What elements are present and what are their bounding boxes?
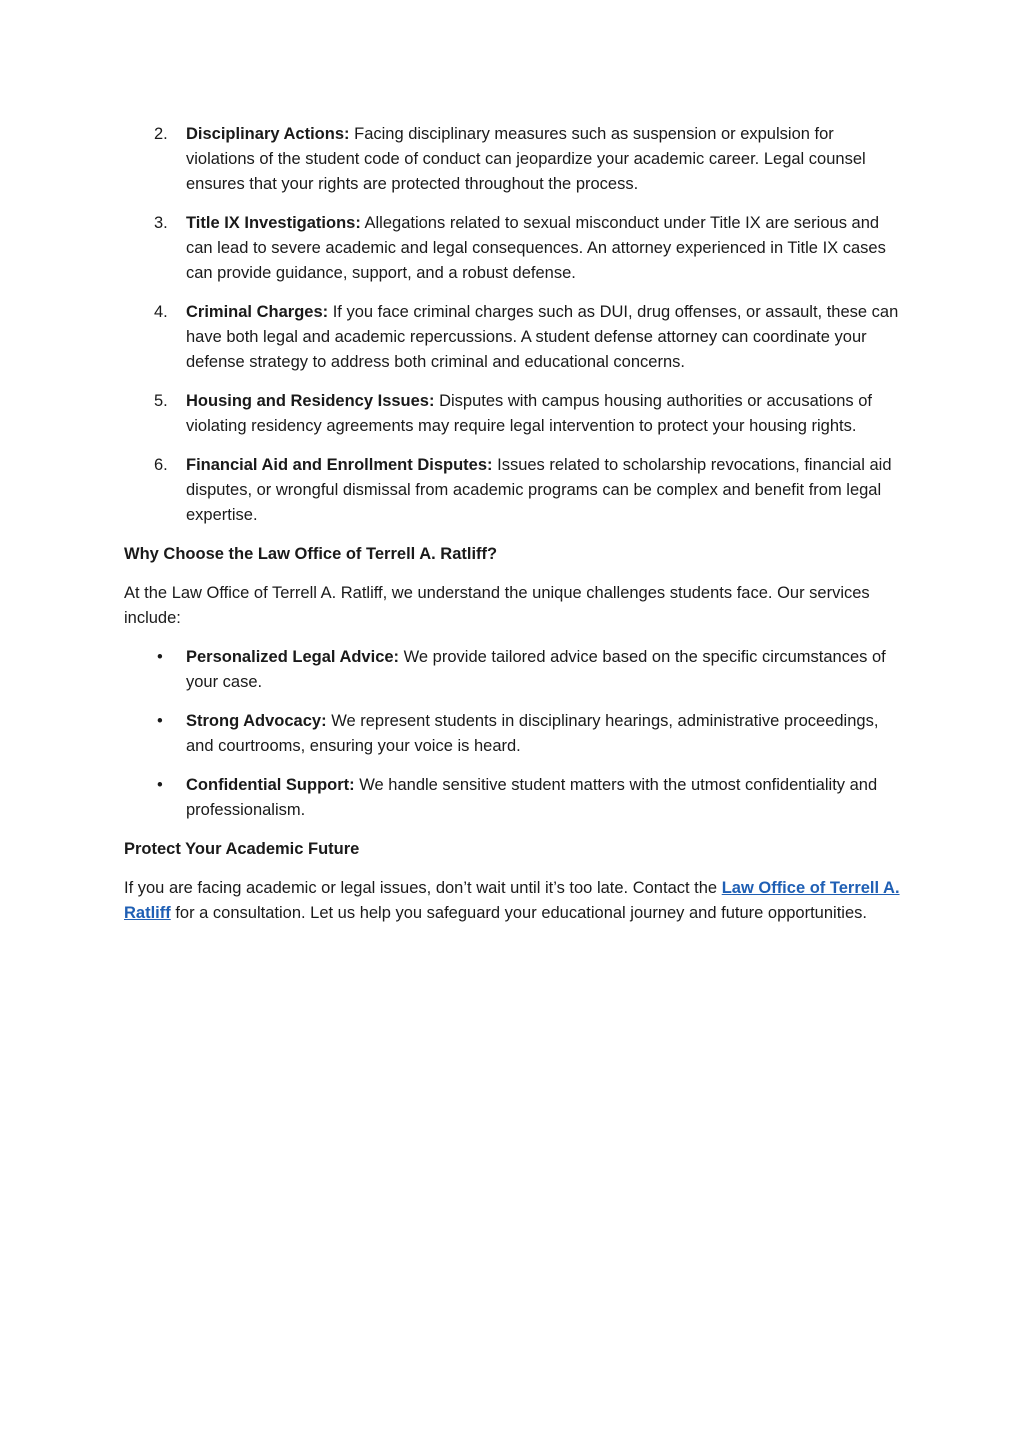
bullet-icon: • — [157, 648, 163, 666]
list-item — [124, 300, 904, 375]
item-label: Financial Aid and Enrollment Disputes: — [186, 456, 493, 474]
document-page — [124, 122, 904, 940]
item-text: Issues related to scholarship revocations, financial aid disputes, or wrongful dismissal from academic programs can be complex and benefit from legal expertise. — [186, 456, 892, 524]
bullet-icon: • — [157, 712, 163, 730]
item-label: Personalized Legal Advice: — [186, 648, 400, 666]
list-number: 3. — [154, 214, 168, 232]
item-text: We represent students in disciplinary hearings, administrative proceedings, and courtrooms, ensuring your voice is heard. — [186, 712, 879, 755]
list-number: 5. — [154, 392, 168, 410]
list-number: 4. — [154, 303, 168, 321]
protect-paragraph — [124, 876, 904, 926]
list-item — [124, 453, 904, 528]
list-item — [124, 211, 904, 286]
numbered-list — [124, 122, 904, 528]
item-label: Confidential Support: — [186, 776, 355, 794]
why-choose-heading: Why Choose the Law Office of Terrell A. Ratliff? — [124, 545, 498, 563]
item-label: Disciplinary Actions: — [186, 125, 350, 143]
protect-text-after: for a consultation. Let us help you safeguard your educational journey and future opportunities. — [170, 904, 867, 922]
item-label: Strong Advocacy: — [186, 712, 327, 730]
services-list — [124, 645, 904, 823]
protect-heading: Protect Your Academic Future — [124, 840, 360, 858]
list-item — [124, 389, 904, 439]
item-text: We provide tailored advice based on the specific circumstances of your case. — [186, 648, 886, 691]
item-text: Disputes with campus housing authorities or accusations of violating residency agreements may require legal intervention to protect your housing rights. — [186, 392, 872, 435]
item-text: We handle sensitive student matters with the utmost confidentiality and professionalism. — [186, 776, 878, 819]
item-label: Housing and Residency Issues: — [186, 392, 435, 410]
item-text: Allegations related to sexual misconduct under Title IX are serious and can lead to severe academic and legal consequences. An attorney experienced in Title IX cases can provide guidance, support, and a robust defense. — [186, 214, 886, 282]
protect-text-before: If you are facing academic or legal issues, don’t wait until it’s too late. Contact the — [124, 879, 722, 897]
list-item — [124, 122, 904, 197]
bullet-icon: • — [157, 776, 163, 794]
list-number: 6. — [154, 456, 168, 474]
list-item — [124, 773, 904, 823]
item-label: Title IX Investigations: — [186, 214, 361, 232]
item-label: Criminal Charges: — [186, 303, 329, 321]
item-text: Facing disciplinary measures such as suspension or expulsion for violations of the student code of conduct can jeopardize your academic career. Legal counsel ensures that your rights are protected throughout the process. — [186, 125, 866, 193]
list-item — [124, 645, 904, 695]
list-item — [124, 709, 904, 759]
list-number: 2. — [154, 125, 168, 143]
law-office-link[interactable]: Law Office of Terrell A. Ratliff — [124, 879, 900, 922]
why-choose-intro: At the Law Office of Terrell A. Ratliff, we understand the unique challenges students face. Our services include: — [124, 584, 870, 627]
item-text: If you face criminal charges such as DUI, drug offenses, or assault, these can have both legal and academic repercussions. A student defense attorney can coordinate your defense strategy to address both criminal and educational concerns. — [186, 303, 899, 371]
